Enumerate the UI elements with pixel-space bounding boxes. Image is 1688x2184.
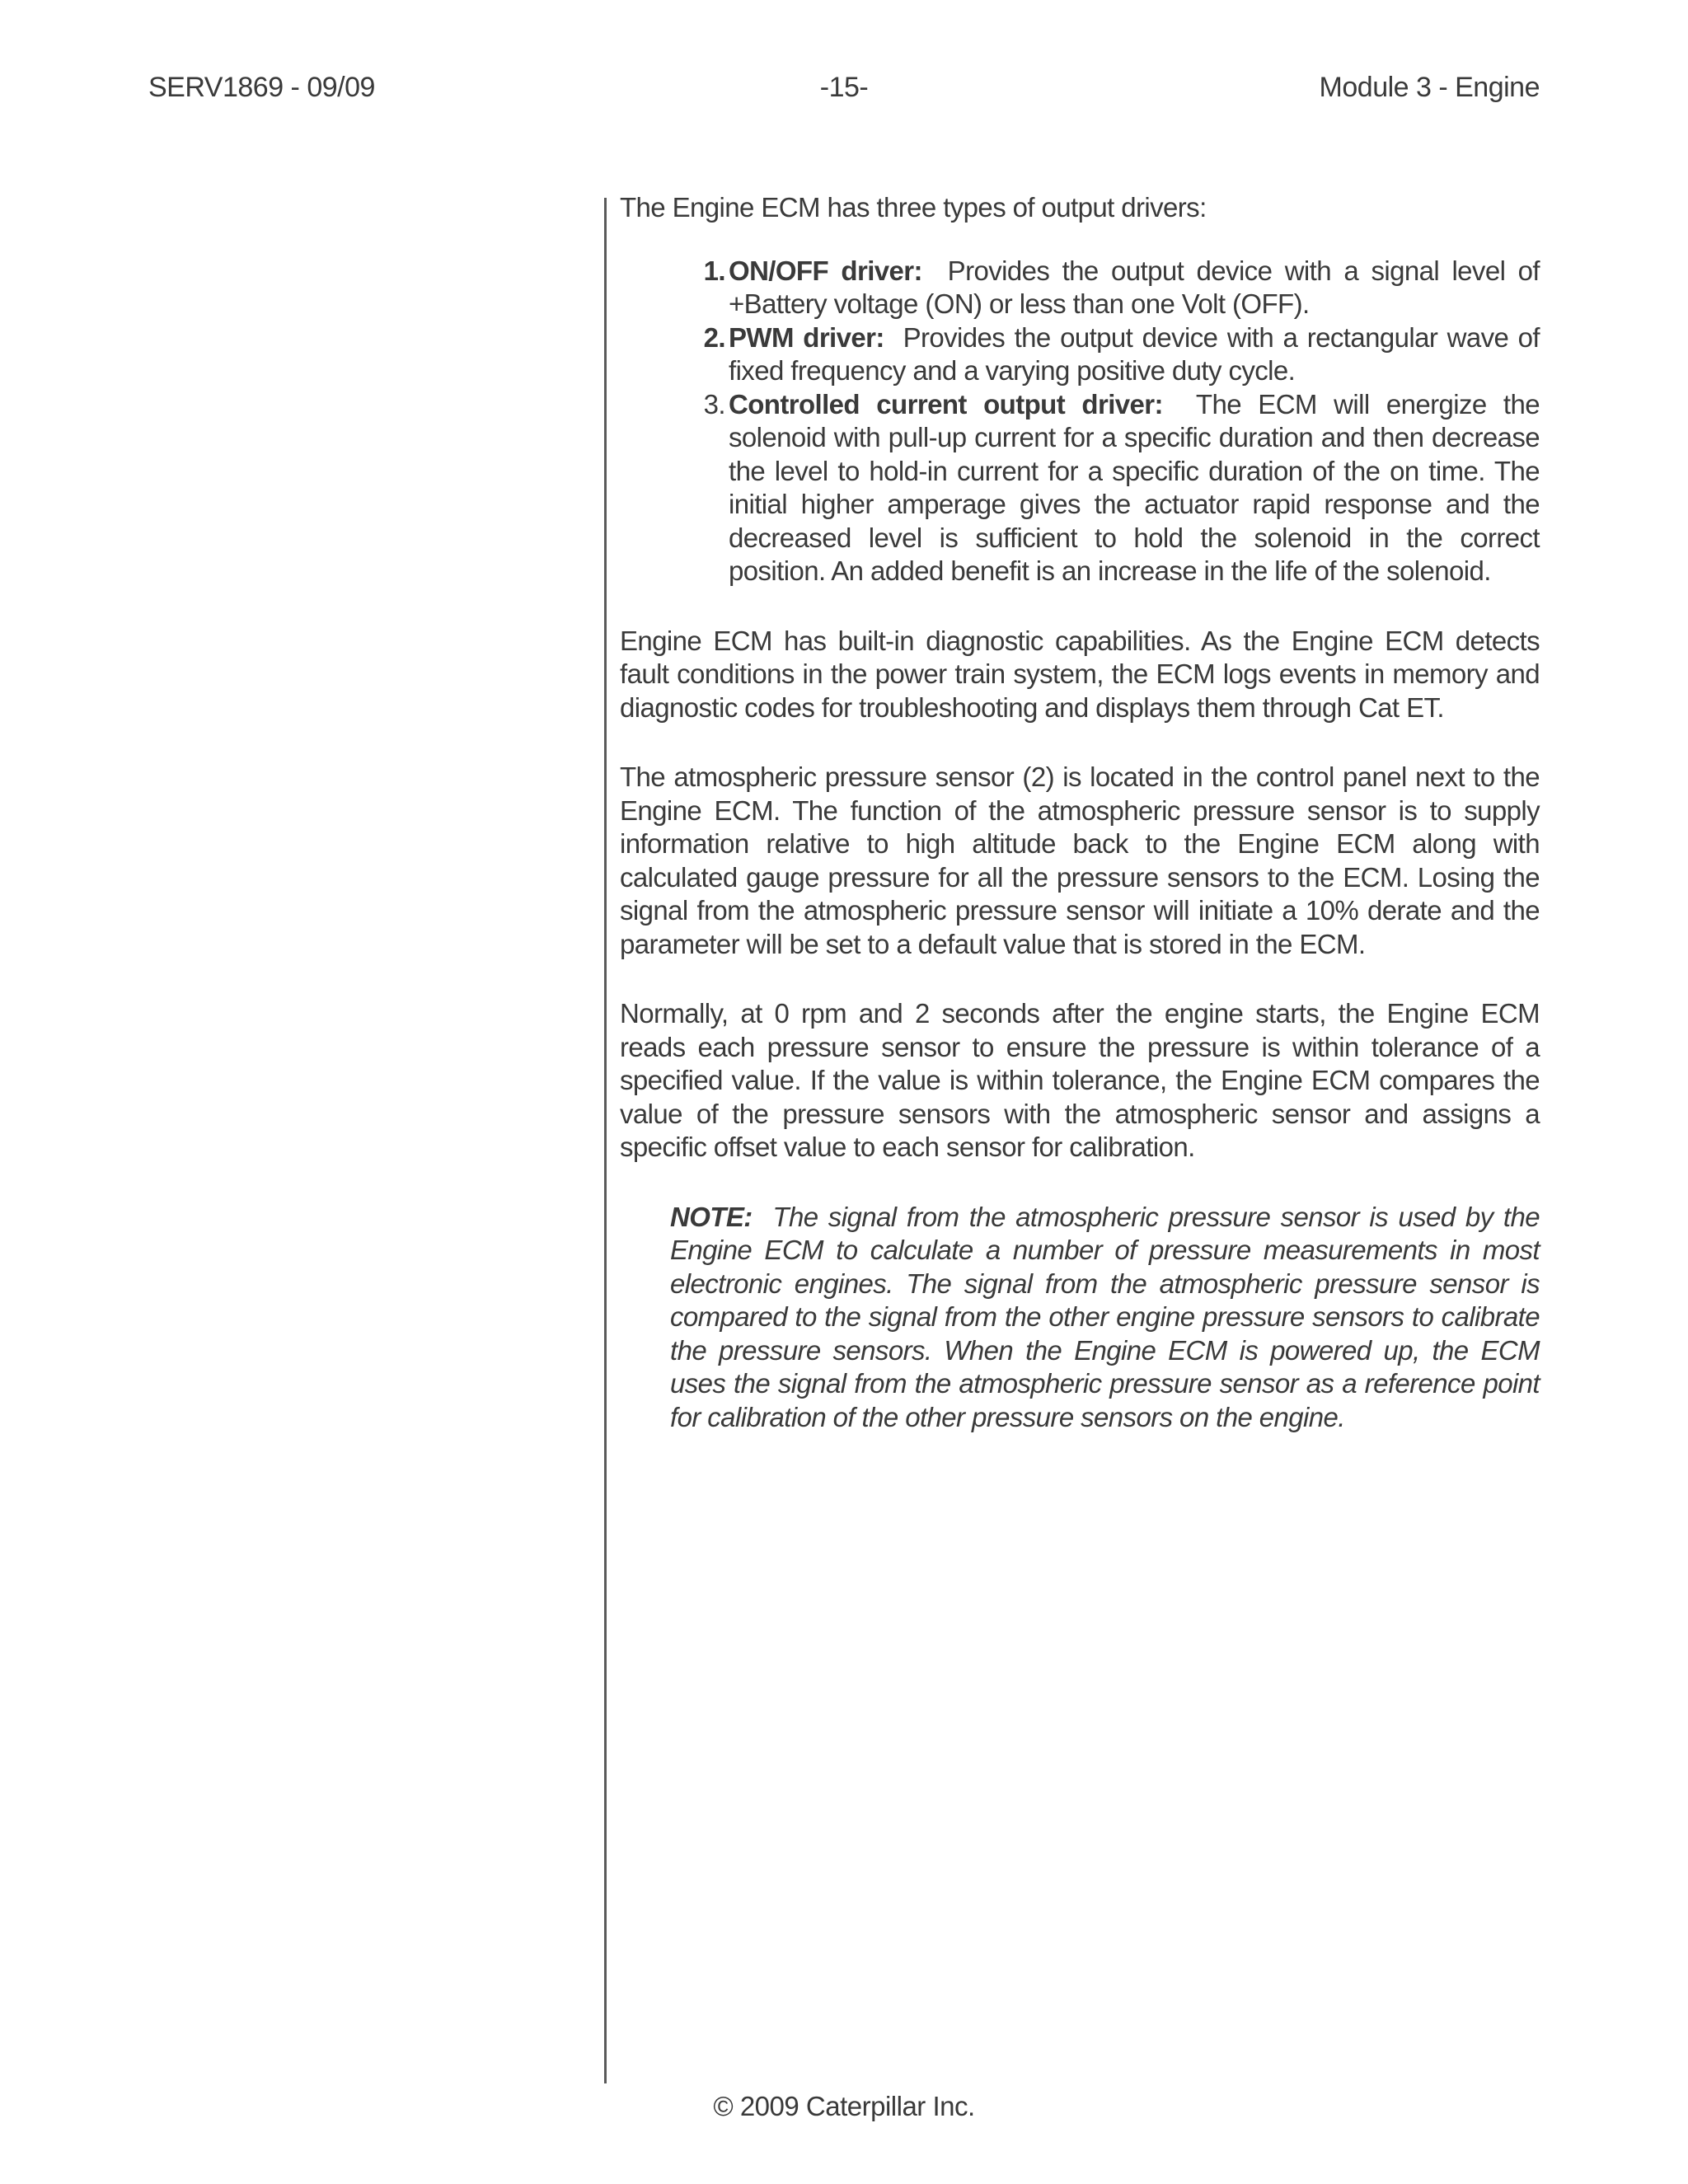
- list-item-text: The ECM will energize the solenoid with pull-up current for a specific duration and then decrease the level to hold-in current for a specific duration of the on time. The initial higher amperage gives the actuator rapid response and the decreased level is sufficient to hold the solenoid in the correct position. An added benefit is an increase in the life of the solenoid.: [729, 388, 1540, 586]
- list-item-text: Provides the output device with a rectangular wave of fixed frequency and a varying positive duty cycle.: [729, 321, 1540, 386]
- note-block: [670, 1201, 1540, 1435]
- note-text: The signal from the atmospheric pressure sensor is used by the Engine ECM to calculate a number of pressure measurements in most electronic engines. The signal from the atmospheric pressure sensor is compared to the signal from the other engine pressure sensors to calibrate the pressure sensors. When the Engine ECM is powered up, the ECM uses the signal from the atmospheric pressure sensor as a reference point for calibration of the other pressure sensors on the engine.: [670, 1201, 1540, 1432]
- page-number: -15-: [819, 72, 869, 103]
- list-item: [620, 388, 1540, 588]
- intro-paragraph: The Engine ECM has three types of output drivers:: [620, 192, 1207, 223]
- list-item: [620, 255, 1540, 321]
- copyright-footer: © 2009 Caterpillar Inc.: [713, 2091, 975, 2121]
- list-item-text: Provides the output device with a signal level of +Battery voltage (ON) or less than one Volt (OFF).: [729, 255, 1540, 319]
- margin-rule: [604, 198, 607, 2083]
- atmospheric-sensor-paragraph: The atmospheric pressure sensor (2) is located in the control panel next to the Engine ECM. The function of the atmospheric pressure sensor is to supply information relative to high altitude back to the Engine ECM along with calculated gauge pressure for all the pressure sensors to the ECM. Losing the signal from the atmospheric pressure sensor will initiate a 10% derate and the parameter will be set to a default value that is stored in the ECM.: [620, 762, 1540, 959]
- diagnostics-paragraph: Engine ECM has built-in diagnostic capabilities. As the Engine ECM detects fault conditions in the power train system, the ECM logs events in memory and diagnostic codes for troubleshooting and displays them through Cat ET.: [620, 625, 1540, 723]
- output-driver-list: [620, 255, 1540, 588]
- note-label: NOTE:: [670, 1201, 753, 1232]
- list-item-number: 3.: [703, 388, 725, 419]
- list-item-title: PWM driver:: [729, 321, 884, 353]
- list-item-number: 2.: [703, 321, 725, 353]
- main-content: [620, 191, 1540, 1434]
- document-code: SERV1869 - 09/09: [148, 72, 375, 103]
- list-item: [620, 321, 1540, 388]
- calibration-paragraph: Normally, at 0 rpm and 2 seconds after the engine starts, the Engine ECM reads each pressure sensor to ensure the pressure is within tolerance of a specified value. If the value is within tolerance, the Engine ECM compares the value of the pressure sensors with the atmospheric sensor and assigns a specific offset value to each sensor for calibration.: [620, 998, 1540, 1162]
- list-item-number: 1.: [703, 255, 725, 286]
- module-title: Module 3 - Engine: [1319, 72, 1540, 103]
- list-item-title: ON/OFF driver:: [729, 255, 922, 286]
- list-item-title: Controlled current output driver:: [729, 388, 1163, 419]
